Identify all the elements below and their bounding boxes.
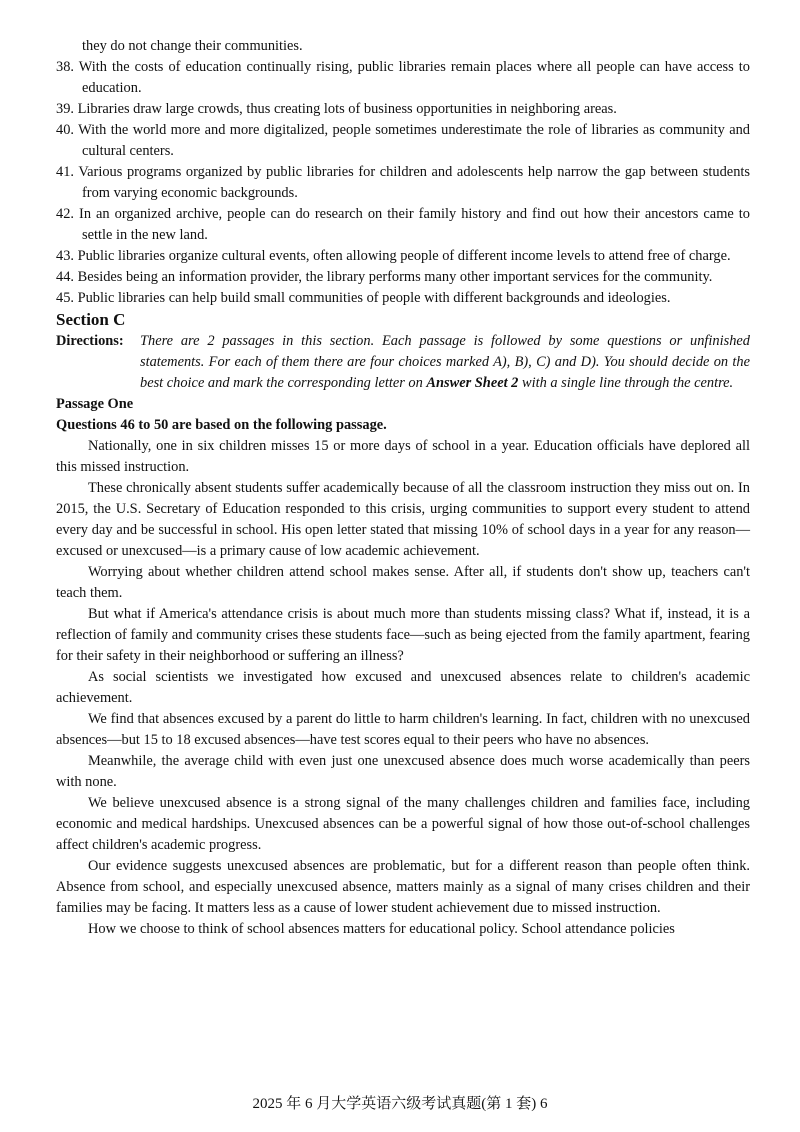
continued-statement: they do not change their communities. xyxy=(82,38,303,54)
directions xyxy=(56,331,750,394)
statement-text: Besides being an information provider, the library performs many other important services for the community. xyxy=(77,269,713,285)
statement-43 xyxy=(56,246,750,267)
statement-text: Various programs organized by public libraries for children and adolescents help narrow the gap between students from varying economic backgrounds. xyxy=(78,164,750,201)
answer-sheet-reference: Answer Sheet 2 xyxy=(426,375,519,391)
passage-paragraph: We find that absences excused by a parent do little to harm children's learning. In fact, children with no unexcused absences—but 15 to 18 excused absences—have test scores equal to their peers who have no absences. xyxy=(56,711,750,748)
passage-paragraph: Nationally, one in six children misses 15 or more days of school in a year. Education officials have deplored all this missed instruction. xyxy=(56,438,750,475)
statement-text: Public libraries can help build small communities of people with different backgrounds and ideologies. xyxy=(77,290,671,306)
statement-text: Libraries draw large crowds, thus creating lots of business opportunities in neighboring areas. xyxy=(77,101,617,117)
statement-text: Public libraries organize cultural events, often allowing people of different income levels to attend free of charge. xyxy=(77,248,731,264)
statement-number: 38. xyxy=(56,59,74,75)
passage-paragraph: How we choose to think of school absences matters for educational policy. School attendance policies xyxy=(88,921,675,937)
page-footer: 2025 年 6 月大学英语六级考试真题(第 1 套) 6 xyxy=(252,1096,548,1112)
statement-38 xyxy=(56,57,750,99)
statement-42 xyxy=(56,204,750,246)
statement-text: In an organized archive, people can do research on their family history and find out how their ancestors came to settle in the new land. xyxy=(79,206,750,243)
statement-45 xyxy=(56,288,750,309)
exam-page xyxy=(56,36,750,940)
statement-40 xyxy=(56,120,750,162)
statement-number: 43. xyxy=(56,248,74,264)
passage-paragraph: Meanwhile, the average child with even just one unexcused absence does much worse academically than peers with none. xyxy=(56,753,750,790)
statement-list xyxy=(56,57,750,309)
statement-number: 45. xyxy=(56,290,74,306)
statement-number: 44. xyxy=(56,269,74,285)
statement-44 xyxy=(56,267,750,288)
passage-title: Passage One xyxy=(56,396,134,412)
questions-instruction: Questions 46 to 50 are based on the following passage. xyxy=(56,417,387,433)
passage-body xyxy=(56,436,750,940)
statement-number: 39. xyxy=(56,101,74,117)
statement-number: 41. xyxy=(56,164,74,180)
statement-39 xyxy=(56,99,750,120)
statement-number: 42. xyxy=(56,206,74,222)
passage-paragraph: We believe unexcused absence is a strong signal of the many challenges children and families face, including economic and medical hardships. Unexcused absences can be a powerful signal of how those out-of-school challenges affect children's academic progress. xyxy=(56,795,750,853)
section-heading: Section C xyxy=(56,310,126,329)
statement-number: 40. xyxy=(56,122,74,138)
statement-41 xyxy=(56,162,750,204)
passage-paragraph: Worrying about whether children attend school makes sense. After all, if students don't show up, teachers can't teach them. xyxy=(56,564,750,601)
statement-text: With the world more and more digitalized, people sometimes underestimate the role of libraries as community and cultural centers. xyxy=(78,122,751,159)
statement-text: With the costs of education continually rising, public libraries remain places where all people can have access to education. xyxy=(78,59,750,96)
directions-label: Directions: xyxy=(56,333,124,349)
passage-paragraph: As social scientists we investigated how excused and unexcused absences relate to children's academic achievement. xyxy=(56,669,750,706)
passage-paragraph: But what if America's attendance crisis is about much more than students missing class? What if, instead, it is a reflection of family and community crises these students face—such as being ejected from the family apartment, fearing for their safety in their neighborhood or suffering an illness? xyxy=(56,606,750,664)
passage-paragraph: Our evidence suggests unexcused absences are problematic, but for a different reason than people often think. Absence from school, and especially unexcused absence, matters mainly as a signal of many crises children and their families may be facing. It matters less as a cause of lower student achievement due to missed instruction. xyxy=(56,858,750,916)
passage-paragraph: These chronically absent students suffer academically because of all the classroom instruction they miss out on. In 2015, the U.S. Secretary of Education responded to this crisis, urging communities to support every student to attend every day and be successful in school. His open letter stated that missing 10% of school days in a year for any reason—excused or unexcused—is a primary cause of low academic achievement. xyxy=(56,480,750,559)
directions-text: There are 2 passages in this section. Each passage is followed by some questions or unfinished statements. For each of them there are four choices marked A), B), C) and D). You should decide on the best choice and mark the corresponding letter on Answer Sheet 2 with a single line through the centre. xyxy=(140,333,750,391)
